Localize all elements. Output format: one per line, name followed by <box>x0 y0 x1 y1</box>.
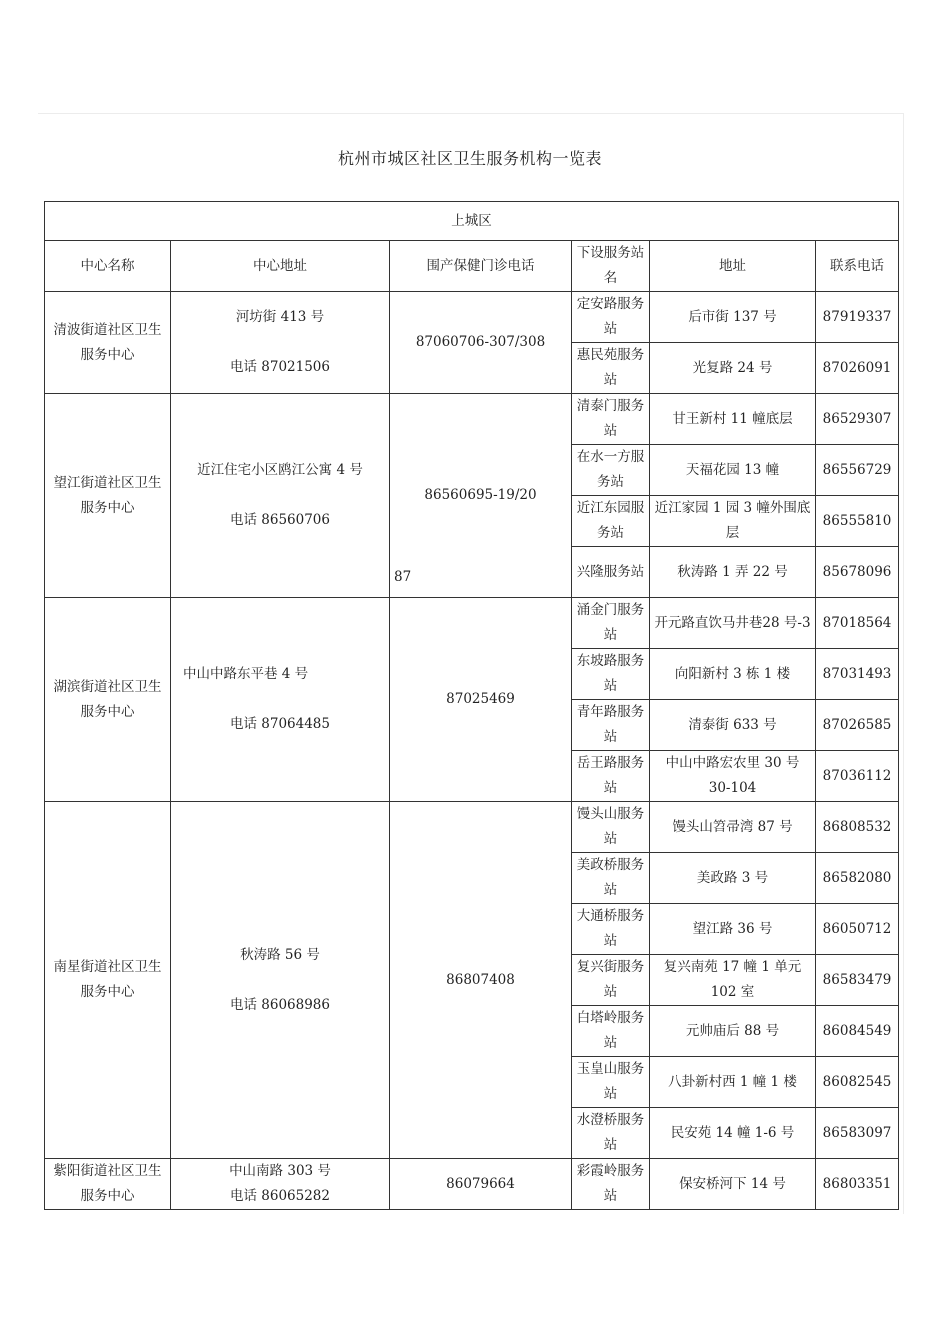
header-station-name: 下设服务站名 <box>572 241 650 292</box>
center-phone: 电话 86068986 <box>229 996 330 1013</box>
station-phone: 86084549 <box>816 1006 899 1057</box>
station-phone: 86803351 <box>816 1159 899 1210</box>
station-name: 兴隆服务站 <box>572 547 650 598</box>
prenatal-phone: 86079664 <box>390 1159 572 1210</box>
column-header-row <box>45 241 899 292</box>
center-phone: 电话 86560706 <box>229 512 330 528</box>
station-address: 开元路直饮马井巷28 号-3 <box>650 598 816 649</box>
station-address: 美政路 3 号 <box>650 853 816 904</box>
station-address: 中山中路宏农里 30 号 30-104 <box>650 751 816 802</box>
health-center-table <box>44 201 899 1210</box>
table-row <box>45 802 899 853</box>
table-row <box>45 1159 899 1210</box>
station-name: 大通桥服务站 <box>572 904 650 955</box>
station-name: 水澄桥服务站 <box>572 1108 650 1159</box>
station-name: 馒头山服务站 <box>572 802 650 853</box>
station-address: 保安桥河下 14 号 <box>650 1159 816 1210</box>
station-address: 向阳新村 3 栋 1 楼 <box>650 649 816 700</box>
document-title: 杭州市城区社区卫生服务机构一览表 <box>337 149 602 168</box>
station-phone: 86808532 <box>816 802 899 853</box>
center-address: 秋涛路 56 号 <box>240 946 320 963</box>
center-address: 中山中路东平巷 4 号 <box>183 666 309 682</box>
header-center-address: 中心地址 <box>171 241 390 292</box>
station-name: 近江东园服务站 <box>572 496 650 547</box>
station-name: 惠民苑服务站 <box>572 343 650 394</box>
station-phone: 86583097 <box>816 1108 899 1159</box>
prenatal-phone: 87025469 <box>446 691 515 707</box>
center-address-cell <box>171 802 390 1159</box>
table-row <box>45 598 899 649</box>
station-phone: 87026585 <box>816 700 899 751</box>
center-name: 清波街道社区卫生服务中心 <box>45 292 171 394</box>
station-name: 青年路服务站 <box>572 700 650 751</box>
header-prenatal-phone: 围产保健门诊电话 <box>390 241 572 292</box>
center-address: 中山南路 303 号 <box>229 1163 331 1179</box>
prenatal-phone-cell <box>390 569 572 802</box>
station-name: 岳王路服务站 <box>572 751 650 802</box>
center-phone: 电话 87064485 <box>229 716 330 732</box>
center-name: 湖滨街道社区卫生服务中心 <box>45 598 171 802</box>
station-address: 民安苑 14 幢 1-6 号 <box>650 1108 816 1159</box>
station-address: 望江路 36 号 <box>650 904 816 955</box>
station-name: 复兴街服务站 <box>572 955 650 1006</box>
center-address-cell <box>171 1159 390 1210</box>
station-name: 在水一方服务站 <box>572 445 650 496</box>
station-address: 馒头山笤帚湾 87 号 <box>650 802 816 853</box>
station-phone: 87031493 <box>816 649 899 700</box>
prenatal-phone: 87060706-307/308 <box>390 292 572 394</box>
station-phone: 86555810 <box>816 496 899 547</box>
station-name: 彩霞岭服务站 <box>572 1159 650 1210</box>
station-name: 涌金门服务站 <box>572 598 650 649</box>
table-row <box>45 292 899 343</box>
center-name: 紫阳街道社区卫生服务中心 <box>45 1159 171 1210</box>
station-name: 清泰门服务站 <box>572 394 650 445</box>
station-phone: 87919337 <box>816 292 899 343</box>
header-center-name: 中心名称 <box>45 241 171 292</box>
station-name: 东坡路服务站 <box>572 649 650 700</box>
station-phone: 87026091 <box>816 343 899 394</box>
station-phone: 87036112 <box>816 751 899 802</box>
station-address: 天福花园 13 幢 <box>650 445 816 496</box>
center-phone: 电话 87021506 <box>229 359 330 375</box>
station-address: 近江家园 1 园 3 幢外围底层 <box>650 496 816 547</box>
prenatal-phone: 86560695-19/20 <box>390 394 572 598</box>
station-phone: 86529307 <box>816 394 899 445</box>
prenatal-phone: 86807408 <box>390 802 572 1159</box>
station-address: 清泰街 633 号 <box>650 700 816 751</box>
station-address: 八卦新村西 1 幢 1 楼 <box>650 1057 816 1108</box>
station-phone: 87018564 <box>816 598 899 649</box>
station-name: 白塔岭服务站 <box>572 1006 650 1057</box>
station-name: 美政桥服务站 <box>572 853 650 904</box>
station-address: 元帅庙后 88 号 <box>650 1006 816 1057</box>
center-name: 望江街道社区卫生服务中心 <box>45 394 171 598</box>
station-address: 秋涛路 1 弄 22 号 <box>650 547 816 598</box>
district-header: 上城区 <box>45 202 899 241</box>
station-address: 复兴南苑 17 幢 1 单元 102 室 <box>650 955 816 1006</box>
station-phone: 86556729 <box>816 445 899 496</box>
center-address-cell <box>171 292 390 394</box>
station-phone: 86582080 <box>816 853 899 904</box>
station-address: 甘王新村 11 幢底层 <box>650 394 816 445</box>
station-phone: 85678096 <box>816 547 899 598</box>
station-address: 后市街 137 号 <box>650 292 816 343</box>
station-name: 定安路服务站 <box>572 292 650 343</box>
center-address: 河坊街 413 号 <box>235 309 325 325</box>
station-phone: 86050712 <box>816 904 899 955</box>
center-address-cell <box>171 598 390 802</box>
center-address-cell <box>171 394 390 598</box>
station-phone: 86082545 <box>816 1057 899 1108</box>
center-address: 近江住宅小区鸥江公寓 4 号 <box>197 462 363 478</box>
table-row <box>45 394 899 445</box>
prenatal-phone-prefix: 87 <box>394 569 412 585</box>
station-address: 光复路 24 号 <box>650 343 816 394</box>
station-phone: 86583479 <box>816 955 899 1006</box>
center-phone: 电话 86065282 <box>229 1188 330 1204</box>
header-contact-phone: 联系电话 <box>816 241 899 292</box>
center-name: 南星街道社区卫生服务中心 <box>45 802 171 1159</box>
header-station-address: 地址 <box>650 241 816 292</box>
station-name: 玉皇山服务站 <box>572 1057 650 1108</box>
